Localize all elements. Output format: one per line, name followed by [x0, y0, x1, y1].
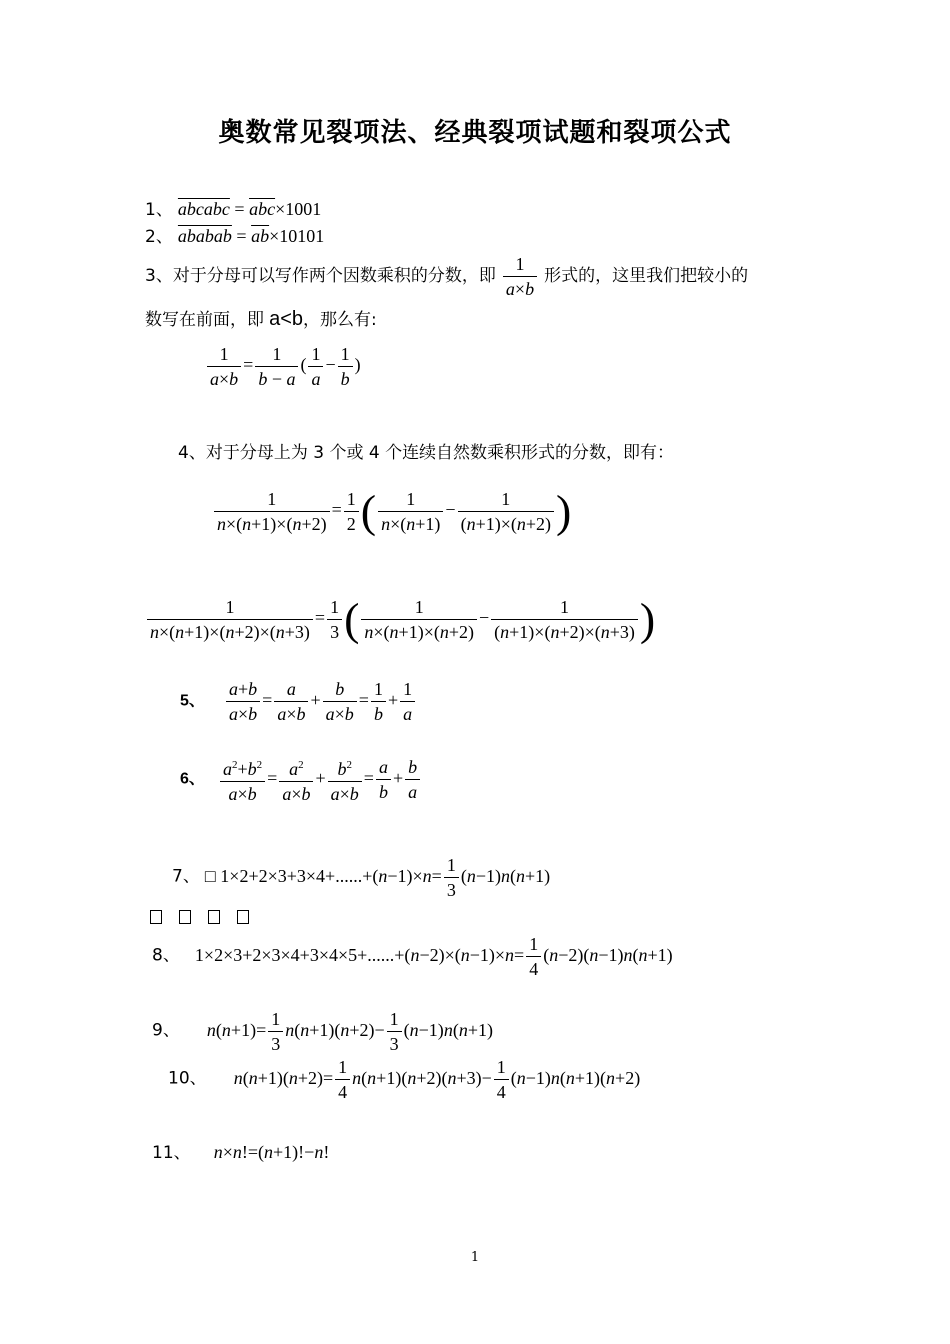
item-number-6: 6、: [180, 770, 205, 788]
formula-4b: $\frac{1}{n\times(n+1)\times(n+2)\times(n+3)}$ = $\frac{1}{3}$ ( $\frac{1}{n\times(n+1)\times(n+2)}$ − $\frac{1}{(n+1)\times(n+2)\times(n+3)}$ ): [145, 595, 655, 644]
item-number-7: 7、: [172, 866, 200, 887]
item-3-text-a: 3、对于分母可以写作两个因数乘积的分数，即: [145, 266, 496, 286]
formula-7: 7、 □ 1×2+2×3+3×4+......+(n−1)×n= $\frac{1}{3}$ (n−1)n(n+1): [172, 855, 551, 900]
item-number-5: 5、: [180, 692, 205, 710]
item-3-a-less-b: a<b: [269, 308, 304, 330]
item-3-text-c: 数写在前面，即: [145, 310, 264, 330]
item-3-text-d: ，那么有:: [303, 310, 377, 330]
item-number-10: 10、: [168, 1068, 207, 1089]
item-number-1: 1、: [145, 200, 173, 220]
formula-9: 9、 n(n+1)= $\frac{1}{3}$ n(n+1)(n+2)− $\frac{1}{3}$ (n−1)n(n+1): [152, 1009, 493, 1054]
formula-2-expr: ababab = $\overline{ab}\times 10101$: [177, 226, 325, 246]
formula-1: [145, 195, 321, 220]
placeholder-boxes: [150, 909, 266, 928]
item-number-11: 11、: [152, 1143, 191, 1163]
item-number-8: 8、: [152, 945, 180, 966]
formula-10: 10、 n(n+1)(n+2)= $\frac{1}{4}$ n(n+1)(n+2)(n+3)− $\frac{1}{4}$ (n−1)n(n+1)(n+2): [168, 1057, 641, 1102]
item-4-text: 4、对于分母上为 3 个或 4 个连续自然数乘积形式的分数，即有：: [178, 443, 675, 463]
formula-5: 5、 $\frac{a+b}{a\times b}$ = $\frac{a}{a\times b}$ + $\frac{b}{a\times b}$ = $\frac{1}{b}$ + $\frac{1}{a}$: [180, 677, 417, 726]
formula-3: $\frac{1}{a\times b}$ = $\frac{1}{b - a}$ ( $\frac{1}{a}$ − $\frac{1}{b}$ ): [205, 342, 361, 391]
item-number-9: 9、: [152, 1020, 180, 1041]
formula-8: 8、 1×2×3+2×3×4+3×4×5+......+(n−2)×(n−1)×n= $\frac{1}{4}$ (n−2)(n−1)n(n+1): [152, 934, 673, 979]
formula-2: [145, 222, 324, 247]
item-number-2: 2、: [145, 227, 173, 247]
formula-4a: $\frac{1}{n\times(n+1)\times(n+2)}$ = $\frac{1}{2}$ ( $\frac{1}{n\times(n+1)}$ − $\frac{1}{(n+1)\times(n+2)}$ ): [212, 487, 571, 536]
formula-6: 6、 $\frac{a^2+b^2}{a\times b}$ = $\frac{a^2}{a\times b}$ + $\frac{b^2}{a\times b}$ = $\frac{a}{b}$ + $\frac{b}{a}$: [180, 753, 422, 806]
page-title: 奥数常见裂项法、经典裂项试题和裂项公式: [218, 118, 732, 148]
formula-1-expr: abcabc = $\overline{abc}\times 1001$: [177, 199, 322, 219]
item-3-line-2: [145, 305, 377, 331]
item-3-line-1: [145, 252, 748, 301]
formula-11: 11、 n×n!=(n+1)!−n!: [152, 1142, 330, 1163]
fraction-1-over-axb: $\frac{1}{a\times b}$: [503, 252, 537, 301]
item-3-text-b: 形式的，这里我们把较小的: [544, 266, 749, 286]
page-number: 1: [470, 1250, 480, 1265]
